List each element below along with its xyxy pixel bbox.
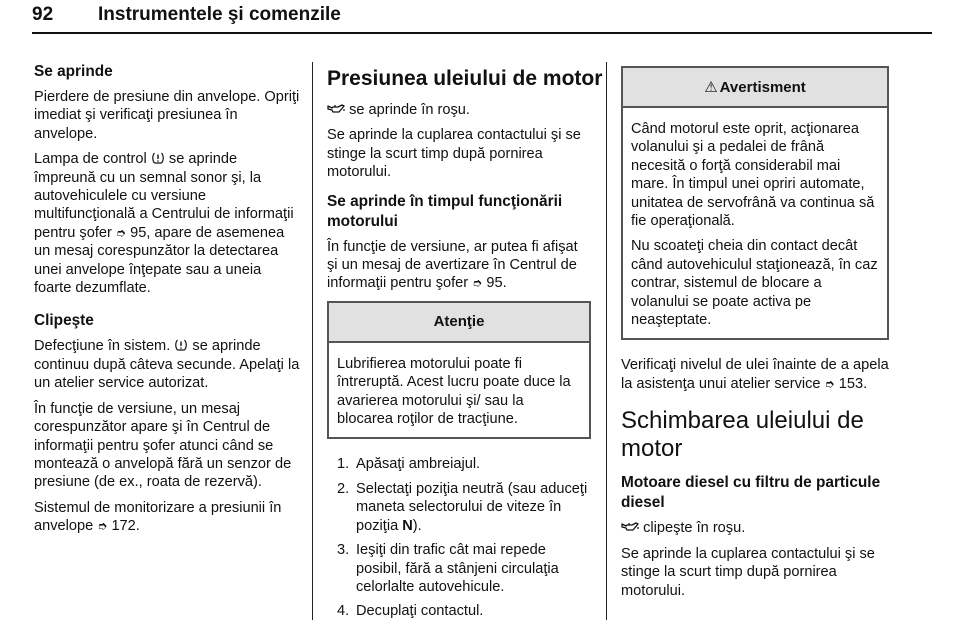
tire-pressure-icon xyxy=(151,151,165,165)
warning-title: Avertisment xyxy=(719,78,806,96)
page-ref-icon: ➮ xyxy=(824,376,835,391)
list-item: 2. Selectaţi poziţia neutră (sau aduceţi maneta selectorului de viteze în poziţia N). xyxy=(337,480,588,534)
column-divider xyxy=(312,62,313,620)
heading-oil-pressure: Presiunea uleiului de motor xyxy=(327,67,603,90)
paragraph-oil-red: se aprinde în roşu. xyxy=(327,101,591,119)
heading-se-aprinde: Se aprinde xyxy=(34,63,113,80)
oil-can-icon xyxy=(327,103,345,115)
column-1 xyxy=(34,62,302,543)
heading-diesel-filter: Motoare diesel cu filtru de particule diesel xyxy=(621,474,881,512)
list-item: 4. Decuplaţi contactul. xyxy=(337,603,484,620)
warning-text-2: Nu scoateţi cheia din contact decât când autovehiculul staţionează, în caz contrar, sistemul de blocare a volanului se poate activa pe neaşteptate. xyxy=(631,238,878,329)
attention-title: Atenţie xyxy=(329,303,589,343)
warning-text-1: Când motorul este oprit, acţionarea volanului şi a pedalei de frână necesită o forţă considerabil mai mare. În timpul unei opriri automate, unitatea de servofrână va continua să fie operaţională. xyxy=(631,121,875,230)
list-item: 1. Apăsaţi ambreiajul. xyxy=(337,456,481,473)
page-number: 92 xyxy=(32,4,54,25)
attention-text: Lubrifierea motorului poate fi întreruptă. Acest lucru poate duce la avarierea motorului şi/ sau la blocarea roţilor de tracţiune. xyxy=(337,355,571,428)
paragraph-pressure-loss: Pierdere de presiune din anvelope. Opriţi imediat şi verificaţi presiunea în anvelope. xyxy=(34,89,300,142)
oil-can-icon xyxy=(621,521,639,533)
heading-oil-change: Schimbarea uleiului de motor xyxy=(621,407,864,463)
page-reference[interactable]: 172 xyxy=(111,518,136,535)
page-reference[interactable]: 95 xyxy=(130,224,147,241)
paragraph-system-fault: Defecţiune în sistem. se aprinde continuu după câteva secunde. Apelaţi la un atelier service autorizat. xyxy=(34,338,300,392)
tire-pressure-icon xyxy=(174,338,188,352)
attention-box xyxy=(327,301,591,440)
warning-icon: ⚠ xyxy=(704,78,718,96)
paragraph-oil-ignition: Se aprinde la cuplarea contactului şi se stinge la scurt timp după pornirea motorului. xyxy=(327,127,581,181)
paragraph-spare-wheel: În funcţie de versiune, un mesaj corespunzător apare şi în Centrul de informaţii pentru şofer atunci când se montează o anvelopă fără un senzor de presiune (de ex., roata de rezervă). xyxy=(34,400,292,491)
paragraph-diesel-red: clipeşte în roşu. xyxy=(621,519,889,537)
page-reference[interactable]: 153 xyxy=(838,375,864,392)
column-2 xyxy=(327,66,603,627)
page-ref-icon: ➮ xyxy=(472,276,483,291)
page-reference[interactable]: 95 xyxy=(486,275,503,292)
page-ref-icon: ➮ xyxy=(97,519,108,534)
warning-box xyxy=(621,66,889,340)
list-item: 3. Ieşiţi din trafic cât mai repede posibil, fără a stânjeni circulaţia celorlalte autovehicule. xyxy=(337,542,559,595)
page-header xyxy=(32,4,932,34)
header-rule xyxy=(32,32,932,34)
paragraph-monitoring-system: Sistemul de monitorizare a presiunii în anvelope ➮ 172. xyxy=(34,499,282,535)
steps-list xyxy=(337,455,591,620)
heading-clipeste: Clipeşte xyxy=(34,312,94,330)
paragraph-warning-message: În funcţie de versiune, ar putea fi afişat şi un mesaj de avertizare în Centrul de informaţii pentru şofer ➮ 95. xyxy=(327,238,578,292)
paragraph-check-oil: Verificaţi nivelul de ulei înainte de a apela la asistenţa unui atelier service ➮ 153. xyxy=(621,357,889,392)
column-3 xyxy=(621,66,889,607)
heading-engine-running: Se aprinde în timpul funcţionării motorului xyxy=(327,192,563,230)
chapter-title: Instrumentele şi comenzile xyxy=(98,4,341,25)
paragraph-diesel-ignition: Se aprinde la cuplarea contactului şi se stinge la scurt timp după pornirea motorului. xyxy=(621,545,875,599)
column-divider xyxy=(606,62,607,620)
paragraph-control-lamp: Lampa de control se aprinde împreună cu un semnal sonor şi, la autovehiculele cu versiune multifuncţională a Centrului de informaţii pentru şofer ➮ 95, apare de asemenea un mesaj corespunzător la detectarea unei anvelope înţepate sau a uneia foarte dezumflate. xyxy=(34,151,294,297)
page-ref-icon: ➮ xyxy=(115,225,127,240)
